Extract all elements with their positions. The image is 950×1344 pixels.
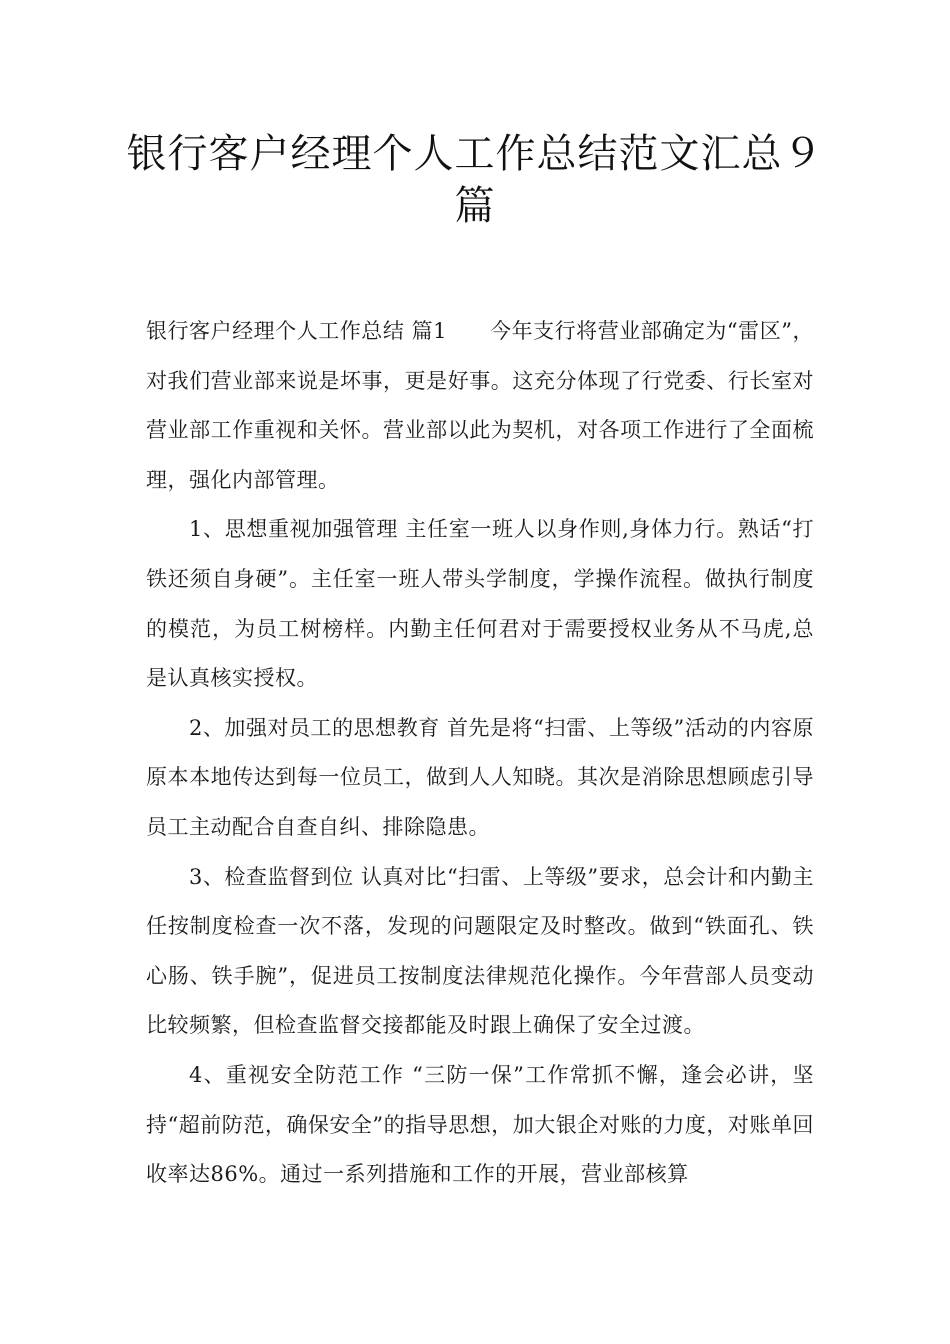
paragraph-3: 3、检查监督到位 认真对比“扫雷、上等级”要求，总会计和内勤主任按制度检查一次不落，发现的问题限定及时整改。做到“铁面孔、铁心肠、铁手腕”，促进员工按制度法律规范化操作。今年营部人员变动比较频繁，但检查监督交接都能及时跟上确保了安全过渡。	[146, 864, 814, 1038]
title-line-1: 银行客户经理个人工作总结范文汇总９	[126, 131, 824, 177]
document-body	[146, 307, 814, 1200]
document-title	[120, 128, 830, 232]
title-line-2: 篇	[454, 183, 496, 229]
paragraph-1: 1、思想重视加强管理 主任室一班人以身作则,身体力行。熟话“打铁还须自身硬”。主任室一班人带头学制度，学操作流程。做执行制度的模范，为员工树榜样。内勤主任何君对于需要授权业务从不马虎,总是认真核实授权。	[146, 517, 814, 691]
paragraph-2: 2、加强对员工的思想教育 首先是将“扫雷、上等级”活动的内容原原本本地传达到每一位员工，做到人人知晓。其次是消除思想顾虑引导员工主动配合自查自纠、排除隐患。	[146, 715, 814, 839]
paragraph-4: 4、重视安全防范工作 “三防一保”工作常抓不懈，逢会必讲，坚持“超前防范，确保安全”的指导思想，加大银企对账的力度，对账单回收率达86%。通过一系列措施和工作的开展，营业部核算	[146, 1062, 814, 1187]
paragraph-intro: 银行客户经理个人工作总结 篇1 今年支行将营业部确定为“雷区”，对我们营业部来说是坏事，更是好事。这充分体现了行党委、行长室对营业部工作重视和关怀。营业部以此为契机，对各项工作进行了全面梳理，强化内部管理。	[146, 319, 814, 492]
